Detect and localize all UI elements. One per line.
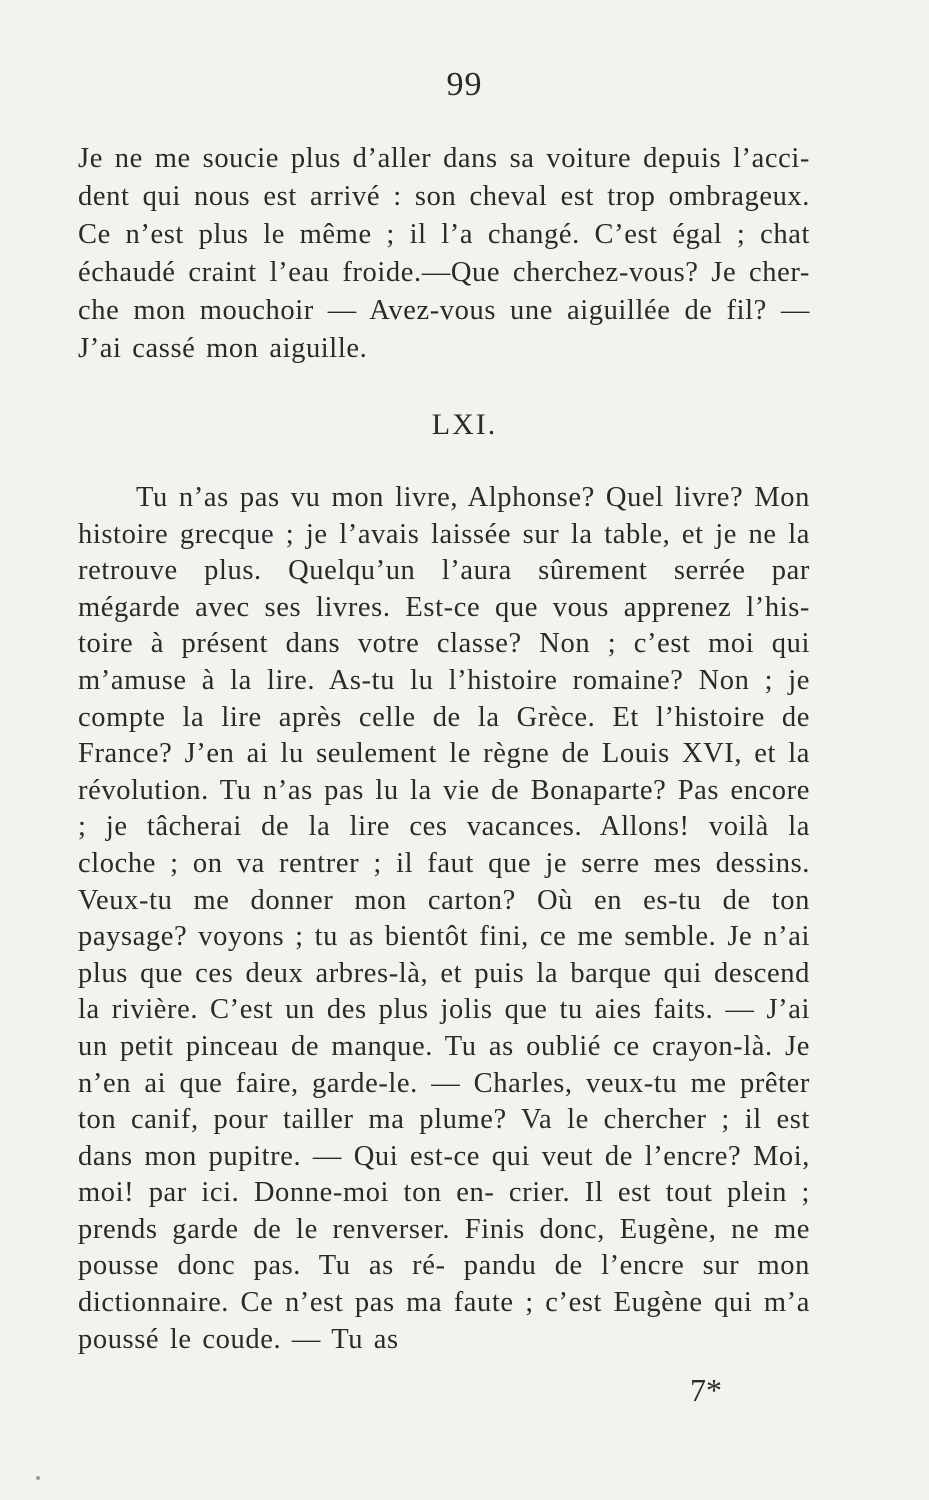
paragraph-text: Je ne me soucie plus d’aller dans sa voiture depuis l’acci- dent qui nous est arrivé : son cheval est trop ombrageux. Ce n’est plus le même ; il l’a changé. C’est égal ; chat échaudé craint l’eau froide.—Que cherchez-vous? Je cher- che mon mouchoir — Avez-vous une aiguillée de fil? — J’ai cassé mon aiguille. (78, 143, 810, 364)
section-heading: LXI. (431, 408, 498, 441)
page-number: 99 (446, 66, 483, 103)
paragraph-dialogue-2 (78, 480, 810, 1358)
signature-mark: 7* (690, 1372, 722, 1408)
paragraph-text: Tu n’as pas vu mon livre, Alphonse? Quel livre? Mon histoire grecque ; je l’avais laissée sur la table, et je ne la retrouve plus. Quelqu’un l’aura sûrement serrée par mégarde avec ses livres. Est-ce que vous apprenez l’his- toire à présent dans votre classe? Non ; c’est moi qui m’amuse à la lire. As-tu lu l’histoire romaine? Non ; je compte la lire après celle de la Grèce. Et l’histoire de France? J’en ai lu seulement le règne de Louis XVI, et la révolution. Tu n’as pas lu la vie de Bonaparte? Pas encore ; je tâcherai de la lire ces vacances. Allons! voilà la cloche ; on va rentrer ; il faut que je serre mes dessins. Veux-tu me donner mon carton? Où en es-tu de ton paysage? voyons ; tu as bientôt fini, ce me semble. Je n’ai plus que ces deux arbres-là, et puis la barque qui descend la rivière. C’est un des plus jolis que tu aies faits. — J’ai un petit pinceau de manque. Tu as oublié ce crayon-là. Je n’en ai que faire, garde-le. — Charles, veux-tu me prêter ton canif, pour tailler ma plume? Va le chercher ; il est dans mon pupitre. — Qui est-ce qui veut de l’encre? Moi, moi! par ici. Donne-moi ton en- crier. Il est tout plein ; prends garde de le renverser. Finis donc, Eugène, ne me pousse donc pas. Tu as ré- pandu de l’encre sur mon dictionnaire. Ce n’est pas ma faute ; c’est Eugène qui m’a poussé le coude. — Tu as (78, 482, 810, 1355)
scan-speck (36, 1476, 40, 1480)
paragraph-dialogue-1 (78, 140, 810, 368)
